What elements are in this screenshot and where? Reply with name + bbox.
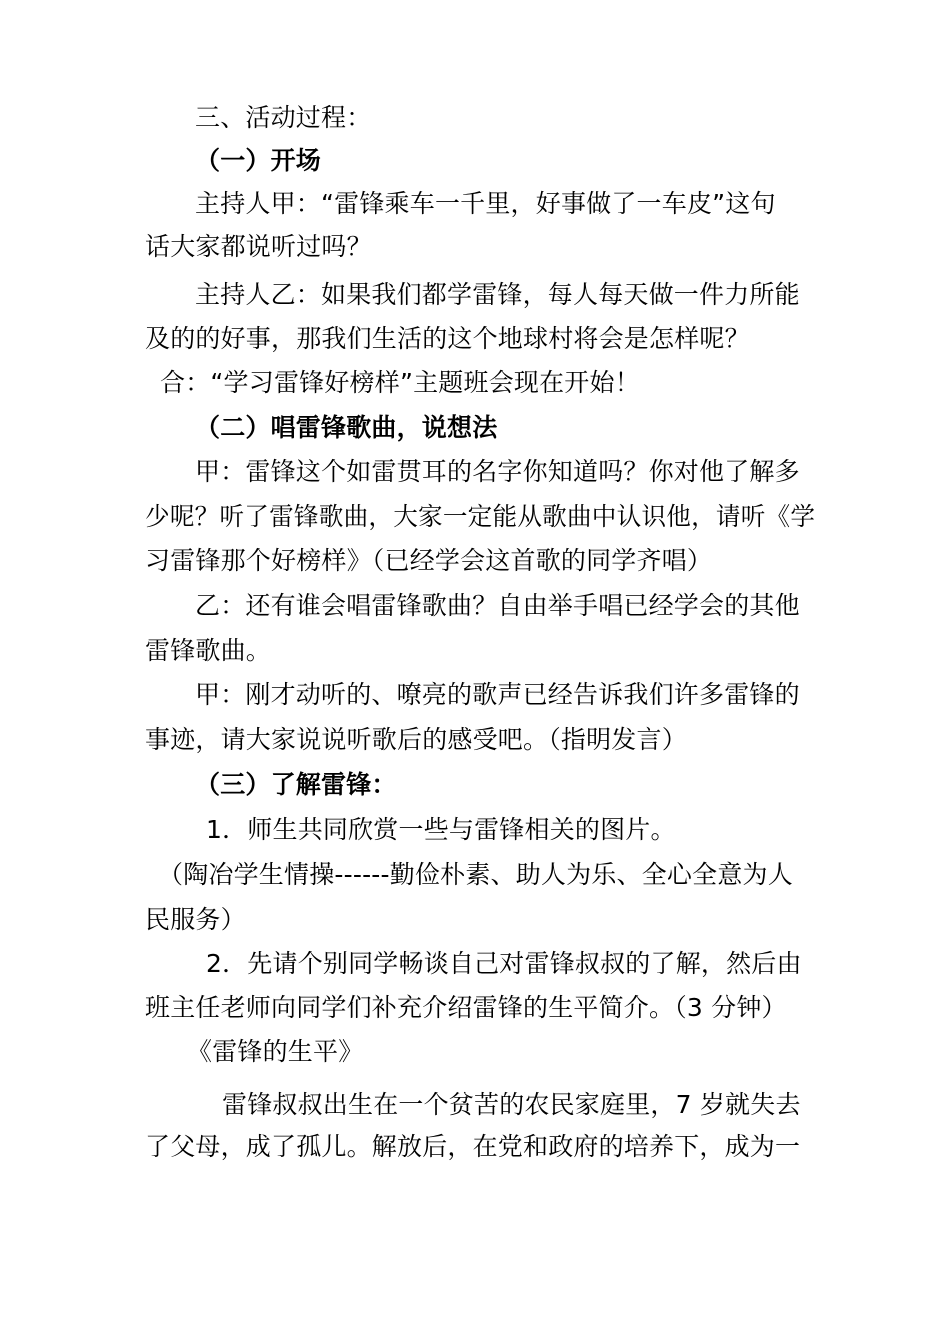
paragraph-line: 民服务） [145,905,246,934]
subheading-learn-leifeng: （三）了解雷锋： [195,770,397,799]
list-item: 2．先请个别同学畅谈自己对雷锋叔叔的了解，然后由 [206,949,802,978]
paragraph-line: 话大家都说听过吗？ [145,232,372,261]
paragraph-line: （陶冶学生情操------勤俭朴素、助人为乐、全心全意为人 [158,860,793,889]
paragraph-line: 雷锋歌曲。 [145,636,272,665]
paragraph-line: 及的的好事，那我们生活的这个地球村将会是怎样呢？ [145,324,750,353]
paragraph-line: 事迹，请大家说说听歌后的感受吧。（指明发言） [145,725,687,754]
paragraph-line: 了父母，成了孤儿。解放后，在党和政府的培养下，成为一 [145,1132,801,1161]
paragraph-line: 主持人甲：“雷锋乘车一千里，好事做了一车皮”这句 [195,189,776,218]
paragraph-line: 甲：刚才动听的、嘹亮的歌声已经告诉我们许多雷锋的 [195,680,800,709]
paragraph-line: 主持人乙：如果我们都学雷锋，每人每天做一件力所能 [195,280,800,309]
paragraph-line: 少呢？听了雷锋歌曲，大家一定能从歌曲中认识他，请听《学 [145,502,816,531]
paragraph-line: 班主任老师向同学们补充介绍雷锋的生平简介。（3 分钟） [145,993,787,1022]
paragraph-line: 甲：雷锋这个如雷贯耳的名字你知道吗？你对他了解多 [195,457,800,486]
paragraph-line: 习雷锋那个好榜样》（已经学会这首歌的同学齐唱） [145,546,713,575]
paragraph-line: 合：“学习雷锋好榜样”主题班会现在开始！ [160,368,640,397]
subheading-opening: （一）开场 [195,146,322,175]
section-heading-activity-process: 三、活动过程： [195,103,372,132]
biography-title: 《雷锋的生平》 [187,1037,364,1066]
subheading-sing-songs: （二）唱雷锋歌曲，说想法 [195,413,498,442]
list-item: 1．师生共同欣赏一些与雷锋相关的图片。 [206,815,676,844]
paragraph-line: 雷锋叔叔出生在一个贫苦的农民家庭里，7 岁就失去 [222,1090,801,1119]
paragraph-line: 乙：还有谁会唱雷锋歌曲？自由举手唱已经学会的其他 [195,591,800,620]
